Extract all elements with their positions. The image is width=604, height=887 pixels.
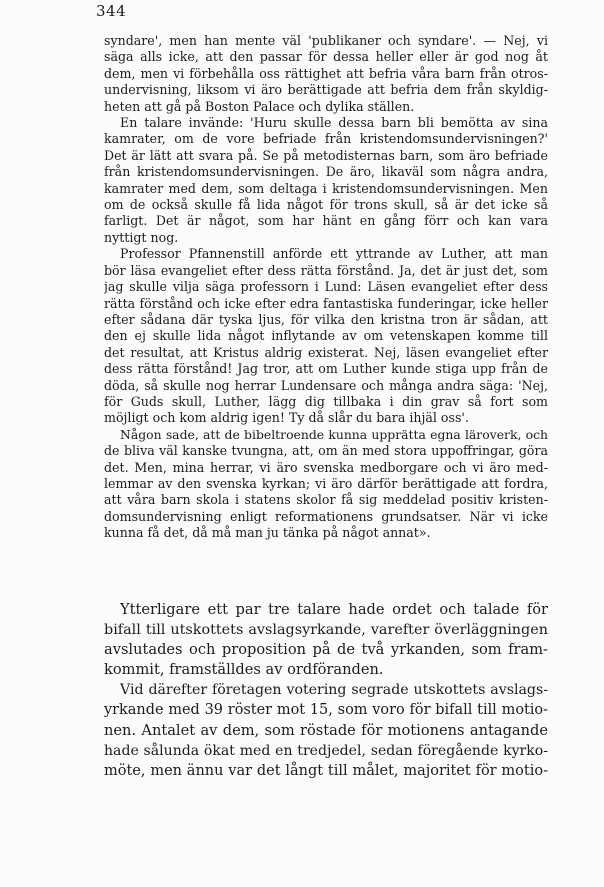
- quote-text-line: kunna få det, då må man ju tänka på något annat».: [104, 525, 431, 541]
- body-text-line: hade sålunda ökat med en tredjedel, sedan föregående kyrko-: [104, 742, 548, 759]
- body-text-line: yrkande med 39 röster mot 15, som voro för bifall till motio-: [104, 702, 548, 719]
- quote-text-line: de bliva väl kanske tvungna, att, om än med stora uppoffringar, göra: [104, 443, 548, 459]
- quote-text-line: dem, men vi förbehålla oss rättighet att befria våra barn från otros-: [104, 65, 548, 81]
- quote-text-line: rätta förstånd och icke efter edra fantastiska funderingar, icke heller: [104, 295, 548, 311]
- quote-text-line: kamrater, om de vore befriade från kristendomsundervisningen?': [104, 131, 548, 147]
- quote-text-line: att våra barn skola i statens skolor få sig meddelad positiv kristen-: [104, 492, 548, 508]
- narrative-text-block: [104, 600, 548, 781]
- quote-text-line: jag skulle vilja säga professorn i Lund: Läsen evangeliet efter dess: [104, 279, 548, 295]
- body-text-line: Vid därefter företagen votering segrade utskottets avslags-: [120, 682, 548, 699]
- quote-text-line: kamrater med dem, som deltaga i kristendomsundervisningen. Men: [104, 180, 548, 196]
- body-text-line: kommit, framställdes av ordföranden.: [104, 661, 384, 679]
- body-text-line: Ytterligare ett par tre talare hade ordet och talade för: [120, 601, 548, 618]
- quote-text-line: Det är lätt att svara på. Se på metodisternas barn, som äro befriade: [104, 147, 548, 163]
- quote-text-line: döda, så skulle nog herrar Lundensare och många andra säga: 'Nej,: [104, 377, 548, 393]
- quote-text-line: det resultat, att Kristus aldrig existerat. Nej, läsen evangeliet efter: [104, 344, 548, 360]
- quote-text-line: Professor Pfannenstill anförde ett yttrande av Luther, att man: [120, 246, 548, 262]
- quote-text-line: från kristendomsundervisningen. De äro, likaväl som några andra,: [104, 164, 548, 180]
- quote-text-line: om de också skulle få lida något för trons skull, så är det icke så: [104, 197, 548, 213]
- quote-text-line: lemmar av den svenska kyrkan; vi äro därför berättigade att fordra,: [104, 475, 548, 491]
- quote-text-line: bör läsa evangeliet efter dess rätta förstånd. Ja, det är just det, som: [104, 262, 548, 278]
- body-text-line: bifall till utskottets avslagsyrkande, varefter överläggningen: [104, 622, 548, 639]
- page-number: 344: [96, 2, 127, 20]
- quote-text-line: möjligt och kom aldrig igen! Ty då slår du bara ihjäl oss'.: [104, 410, 469, 426]
- quote-text-line: undervisning, liksom vi äro berättigade att befria dem från skyldig-: [104, 82, 548, 98]
- body-text-line: möte, men ännu var det långt till målet, majoritet för motio-: [104, 762, 548, 779]
- quote-text-line: efter sådana där tyska ljus, för vilka den kristna tron är sådan, att: [104, 311, 548, 327]
- body-text-line: avslutades och proposition på de två yrkanden, som fram-: [104, 641, 548, 659]
- quote-text-line: domsundervisning enligt reformationens grundsatser. När vi icke: [104, 508, 548, 524]
- quote-text-line: Någon sade, att de bibeltroende kunna upprätta egna läroverk, och: [120, 426, 548, 442]
- quote-text-line: säga alls icke, att den passar för dessa heller eller är god nog åt: [104, 49, 548, 65]
- quote-text-line: En talare invände: 'Huru skulle dessa barn bli bemötta av sina: [120, 115, 548, 131]
- quoted-speech-block: [104, 33, 548, 542]
- quote-text-line: heten att gå på Boston Palace och dylika ställen.: [104, 98, 415, 114]
- quote-text-line: farligt. Det är något, som har hänt en gång förr och kan vara: [104, 213, 548, 229]
- quote-text-line: för Guds skull, Luther, lägg dig tillbaka i din grav så fort som: [104, 393, 548, 409]
- quote-text-line: syndare', men han mente väl 'publikaner och syndare'. — Nej, vi: [104, 33, 548, 48]
- quote-text-line: den ej skulle lida något inflytande av om vetenskapen komme till: [104, 328, 548, 344]
- body-text-line: nen. Antalet av dem, som röstade för motionens antagande: [104, 721, 548, 739]
- quote-text-line: det. Men, mina herrar, vi äro svenska medborgare och vi äro med-: [104, 459, 548, 475]
- quote-text-line: nyttigt nog.: [104, 229, 179, 245]
- quote-text-line: dess rätta förstånd! Jag tror, att om Luther kunde stiga upp från de: [104, 361, 548, 377]
